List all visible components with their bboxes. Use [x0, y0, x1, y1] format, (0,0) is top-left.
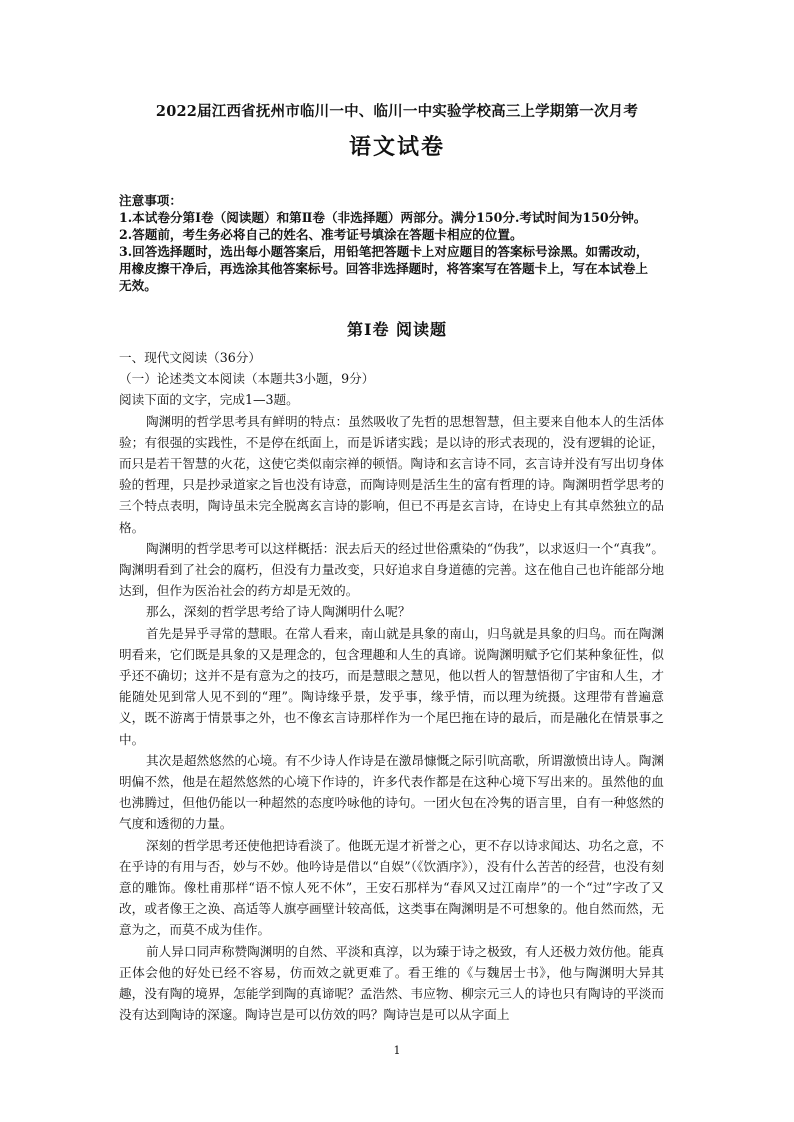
- notice-heading: 注意事项：: [119, 193, 182, 208]
- section-title: 第Ⅰ卷 阅读题: [346, 320, 448, 339]
- exam-title: 2022届江西省抚州市临川一中、临川一中实验学校高三上学期第一次月考: [155, 103, 639, 120]
- reading-body: [119, 347, 664, 1026]
- paragraph: 前人异口同声称赞陶渊明的自然、平淡和真淳，以为臻于诗之极致，有人还极力效仿他。能真正体会他的好处已经不容易，仿而效之就更难了。看王维的《与魏居士书》，他与陶渊明大异其趣，没有陶的境界，怎能学到陶的真谛呢？孟浩然、韦应物、柳宗元三人的诗也只有陶诗的平淡而没有达到陶诗的深邃。陶诗岂是可以仿效的吗？陶诗岂是可以从字面上: [119, 943, 664, 1023]
- paragraph: 首先是异乎寻常的慧眼。在常人看来，南山就是具象的南山，归鸟就是具象的归鸟。而在陶渊明看来，它们既是具象的又是理念的，包含理趣和人生的真谛。说陶渊明赋予它们某种象征性，似乎还不确切；这并不是有意为之的技巧，而是慧眼之慧见，他以哲人的智慧悟彻了宇宙和人生，才能随处见到常人见不到的“理”。陶诗缘乎景，发乎事，缘乎情，而以理为统摄。这理带有普遍意义，既不游离于情景事之外，也不像玄言诗那样作为一个尾巴拖在诗的最后，而是融化在情景事之中。: [119, 625, 664, 747]
- page-number: 1: [393, 1044, 401, 1057]
- notice-item: 3.回答选择题时，选出每小题答案后，用铅笔把答题卡上对应题目的答案标号涂黑。如需改动，用橡皮擦干净后，再选涂其他答案标号。回答非选择题时，将答案写在答题卡上，写在本试卷上无效。: [119, 244, 649, 293]
- paragraph: 其次是超然悠然的心境。有不少诗人作诗是在激昂慷慨之际引吭高歌，所谓激愤出诗人。陶渊明偏不然，他是在超然悠然的心境下作诗的，许多代表作都是在这种心境下写出来的。虽然他的血也沸腾过，但他仍能以一种超然的态度吟咏他的诗句。一团火包在冷隽的语言里，自有一种悠然的气度和透彻的力量。: [119, 752, 664, 832]
- paragraph: 陶渊明的哲学思考具有鲜明的特点：虽然吸收了先哲的思想智慧，但主要来自他本人的生活体验；有很强的实践性，不是停在纸面上，而是诉诸实践；是以诗的形式表现的，没有逻辑的论证，而只是若干智慧的火花，这使它类似南宗禅的顿悟。陶诗和玄言诗不同，玄言诗并没有写出切身体验的哲理，只是抄录道家之旨也没有诗意，而陶诗则是活生生的富有哲理的诗。陶渊明哲学思考的三个特点表明，陶诗虽未完全脱离玄言诗的影响，但已不再是玄言诗，在诗史上有其卓然独立的品格。: [119, 413, 664, 535]
- notice-item: 1.本试卷分第Ⅰ卷（阅读题）和第Ⅱ卷（非选择题）两部分。满分150分.考试时间为150分钟。: [119, 210, 647, 225]
- paragraph: 那么，深刻的哲学思考给了诗人陶渊明什么呢？: [146, 604, 411, 620]
- instruction: 阅读下面的文字，完成1—3题。: [119, 392, 299, 408]
- subject-title: 语文试卷: [348, 134, 445, 160]
- part-heading: 一、现代文阅读（36分）: [119, 350, 261, 365]
- sub-heading: （一）论述类文本阅读（本题共3小题，9分）: [119, 371, 375, 387]
- paragraph: 深刻的哲学思考还使他把诗看淡了。他既无逞才祈誉之心，更不存以诗求闻达、功名之意，不在乎诗的有用与否，妙与不妙。他吟诗是借以“自娱”（《饮酒序》），没有什么苦苦的经营，也没有刻意的雕饰。像杜甫那样“语不惊人死不休”，王安石那样为“春风又过江南岸”的一个“过”字改了又改，或者像王之涣、高适等人旗亭画壁计较高低，这类事在陶渊明是不可想象的。他自然而然，无意为之，而莫不成为佳作。: [119, 837, 664, 938]
- paragraph: 陶渊明的哲学思考可以这样概括：泯去后天的经过世俗熏染的“伪我”，以求返归一个“真我”。陶渊明看到了社会的腐朽，但没有力量改变，只好追求自身道德的完善。这在他自己也许能部分地达到，但作为医治社会的药方却是无效的。: [119, 540, 664, 599]
- notice-item: 2.答题前，考生务必将自己的姓名、准考证号填涂在答题卡相应的位置。: [119, 227, 523, 242]
- notice-block: [119, 192, 659, 294]
